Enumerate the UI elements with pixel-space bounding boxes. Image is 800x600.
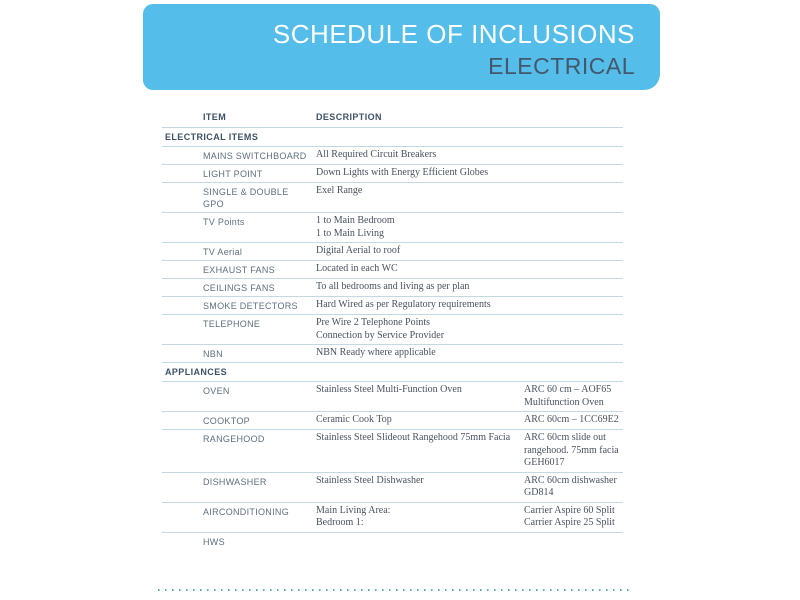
table-row xyxy=(162,297,623,315)
item-cell xyxy=(203,149,316,162)
cell-line: EXHAUST FANS xyxy=(203,265,275,275)
cell-line: Main Living Area: xyxy=(316,504,391,516)
cell-line: GEH6017 xyxy=(524,457,565,468)
description-cell xyxy=(316,281,524,294)
description-cell xyxy=(316,432,524,445)
description-cell xyxy=(316,263,524,276)
item-cell xyxy=(203,299,316,312)
table-row xyxy=(162,165,623,183)
cell-line: Multifunction Oven xyxy=(524,396,604,408)
cell-line: ARC 60cm slide out xyxy=(524,432,606,443)
section-header-electrical-items: ELECTRICAL ITEMS xyxy=(162,128,623,147)
cell-line: MAINS SWITCHBOARD xyxy=(203,151,307,161)
cell-line: To all bedrooms and living as per plan xyxy=(316,281,470,292)
cell-line: Carrier Aspire 25 Split xyxy=(524,517,615,528)
description-cell xyxy=(316,215,524,240)
cell-line: AIRCONDITIONING xyxy=(203,506,290,517)
cell-line: Down Lights with Energy Efficient Globes xyxy=(316,167,489,178)
item-cell xyxy=(203,347,316,360)
table-row xyxy=(162,412,623,430)
table-row xyxy=(162,345,623,363)
model-cell xyxy=(524,414,623,427)
cell-line: rangehood. 75mm facia xyxy=(524,444,619,456)
item-cell xyxy=(203,535,316,548)
item-cell xyxy=(203,432,316,445)
table-row xyxy=(162,213,623,243)
cell-line: All Required Circuit Breakers xyxy=(316,149,437,160)
cell-line: Exel Range xyxy=(316,185,363,196)
description-cell xyxy=(316,299,524,312)
cell-line: Hard Wired as per Regulatory requirements xyxy=(316,299,491,310)
description-cell xyxy=(316,505,524,530)
description-cell xyxy=(316,475,524,488)
cell-line: Carrier Aspire 60 Split xyxy=(524,504,615,516)
item-cell xyxy=(203,263,316,276)
table-row xyxy=(162,279,623,297)
inclusions-table xyxy=(162,108,623,550)
cell-line: SMOKE DETECTORS xyxy=(203,301,298,311)
header-banner xyxy=(143,4,660,90)
table-row xyxy=(162,533,623,550)
description-cell xyxy=(316,347,524,360)
description-cell xyxy=(316,245,524,258)
model-cell xyxy=(524,505,623,530)
cell-line: HWS xyxy=(203,536,225,547)
cell-line: RANGEHOOD xyxy=(203,434,265,444)
item-cell xyxy=(203,167,316,180)
cell-line: GD814 xyxy=(524,487,554,498)
table-row xyxy=(162,430,623,473)
cell-line: Located in each WC xyxy=(316,263,398,274)
description-cell xyxy=(316,384,524,397)
cell-line: Stainless Steel Multi-Function Oven xyxy=(316,384,462,395)
cell-line: TV Points xyxy=(203,217,245,227)
cell-line: OVEN xyxy=(203,386,230,396)
cell-line: TELEPHONE xyxy=(203,319,261,329)
model-cell xyxy=(524,384,623,409)
item-cell xyxy=(203,185,316,210)
cell-line: COOKTOP xyxy=(203,416,250,426)
cell-line: ARC 60 cm – AOF65 xyxy=(524,384,612,395)
table-row xyxy=(162,147,623,165)
cell-line: 1 to Main Bedroom xyxy=(316,215,395,226)
item-cell xyxy=(203,245,316,258)
cell-line: LIGHT POINT xyxy=(203,169,263,179)
cell-line: Stainless Steel Dishwasher xyxy=(316,474,424,486)
document-title: SCHEDULE OF INCLUSIONS xyxy=(272,19,635,49)
column-header-description: DESCRIPTION xyxy=(316,112,382,122)
cell-line: NBN Ready where applicable xyxy=(316,347,436,358)
column-header-item: ITEM xyxy=(203,112,227,122)
table-row xyxy=(162,473,623,503)
cell-line: 1 to Main Living xyxy=(316,227,385,239)
section-header-appliances: APPLIANCES xyxy=(162,363,623,382)
model-cell xyxy=(524,432,623,470)
item-cell xyxy=(203,505,316,518)
table-row xyxy=(162,382,623,412)
table-header-row xyxy=(162,108,623,128)
cell-line: Pre Wire 2 Telephone Points xyxy=(316,317,431,328)
item-cell xyxy=(203,475,316,488)
table-row xyxy=(162,315,623,345)
footer-dotted-divider xyxy=(158,589,632,591)
table-body xyxy=(162,128,623,550)
cell-line: GPO xyxy=(203,199,224,209)
description-cell xyxy=(316,167,524,180)
item-cell xyxy=(203,414,316,427)
item-cell xyxy=(203,215,316,228)
item-cell xyxy=(203,317,316,330)
item-cell xyxy=(203,384,316,397)
cell-line: DISHWASHER xyxy=(203,476,267,487)
cell-line: Ceramic Cook Top xyxy=(316,414,392,425)
cell-line: ARC 60cm dishwasher xyxy=(524,474,617,486)
table-row xyxy=(162,261,623,279)
description-cell xyxy=(316,185,524,198)
description-cell xyxy=(316,317,524,342)
cell-line: Stainless Steel Slideout Rangehood 75mm Facia xyxy=(316,432,511,443)
description-cell xyxy=(316,149,524,162)
cell-line: ARC 60cm – 1CC69E2 xyxy=(524,414,619,425)
cell-line: CEILINGS FANS xyxy=(203,283,275,293)
cell-line: TV Aerial xyxy=(203,247,243,257)
item-cell xyxy=(203,281,316,294)
cell-line: NBN xyxy=(203,349,223,359)
document-subtitle: ELECTRICAL xyxy=(488,53,635,79)
cell-line: Bedroom 1: xyxy=(316,517,364,528)
table-row xyxy=(162,503,623,533)
cell-line: Connection by Service Provider xyxy=(316,329,445,341)
model-cell xyxy=(524,475,623,500)
description-cell xyxy=(316,414,524,427)
table-row xyxy=(162,243,623,261)
cell-line: SINGLE & DOUBLE xyxy=(203,187,289,197)
cell-line: Digital Aerial to roof xyxy=(316,245,401,256)
table-row xyxy=(162,183,623,213)
